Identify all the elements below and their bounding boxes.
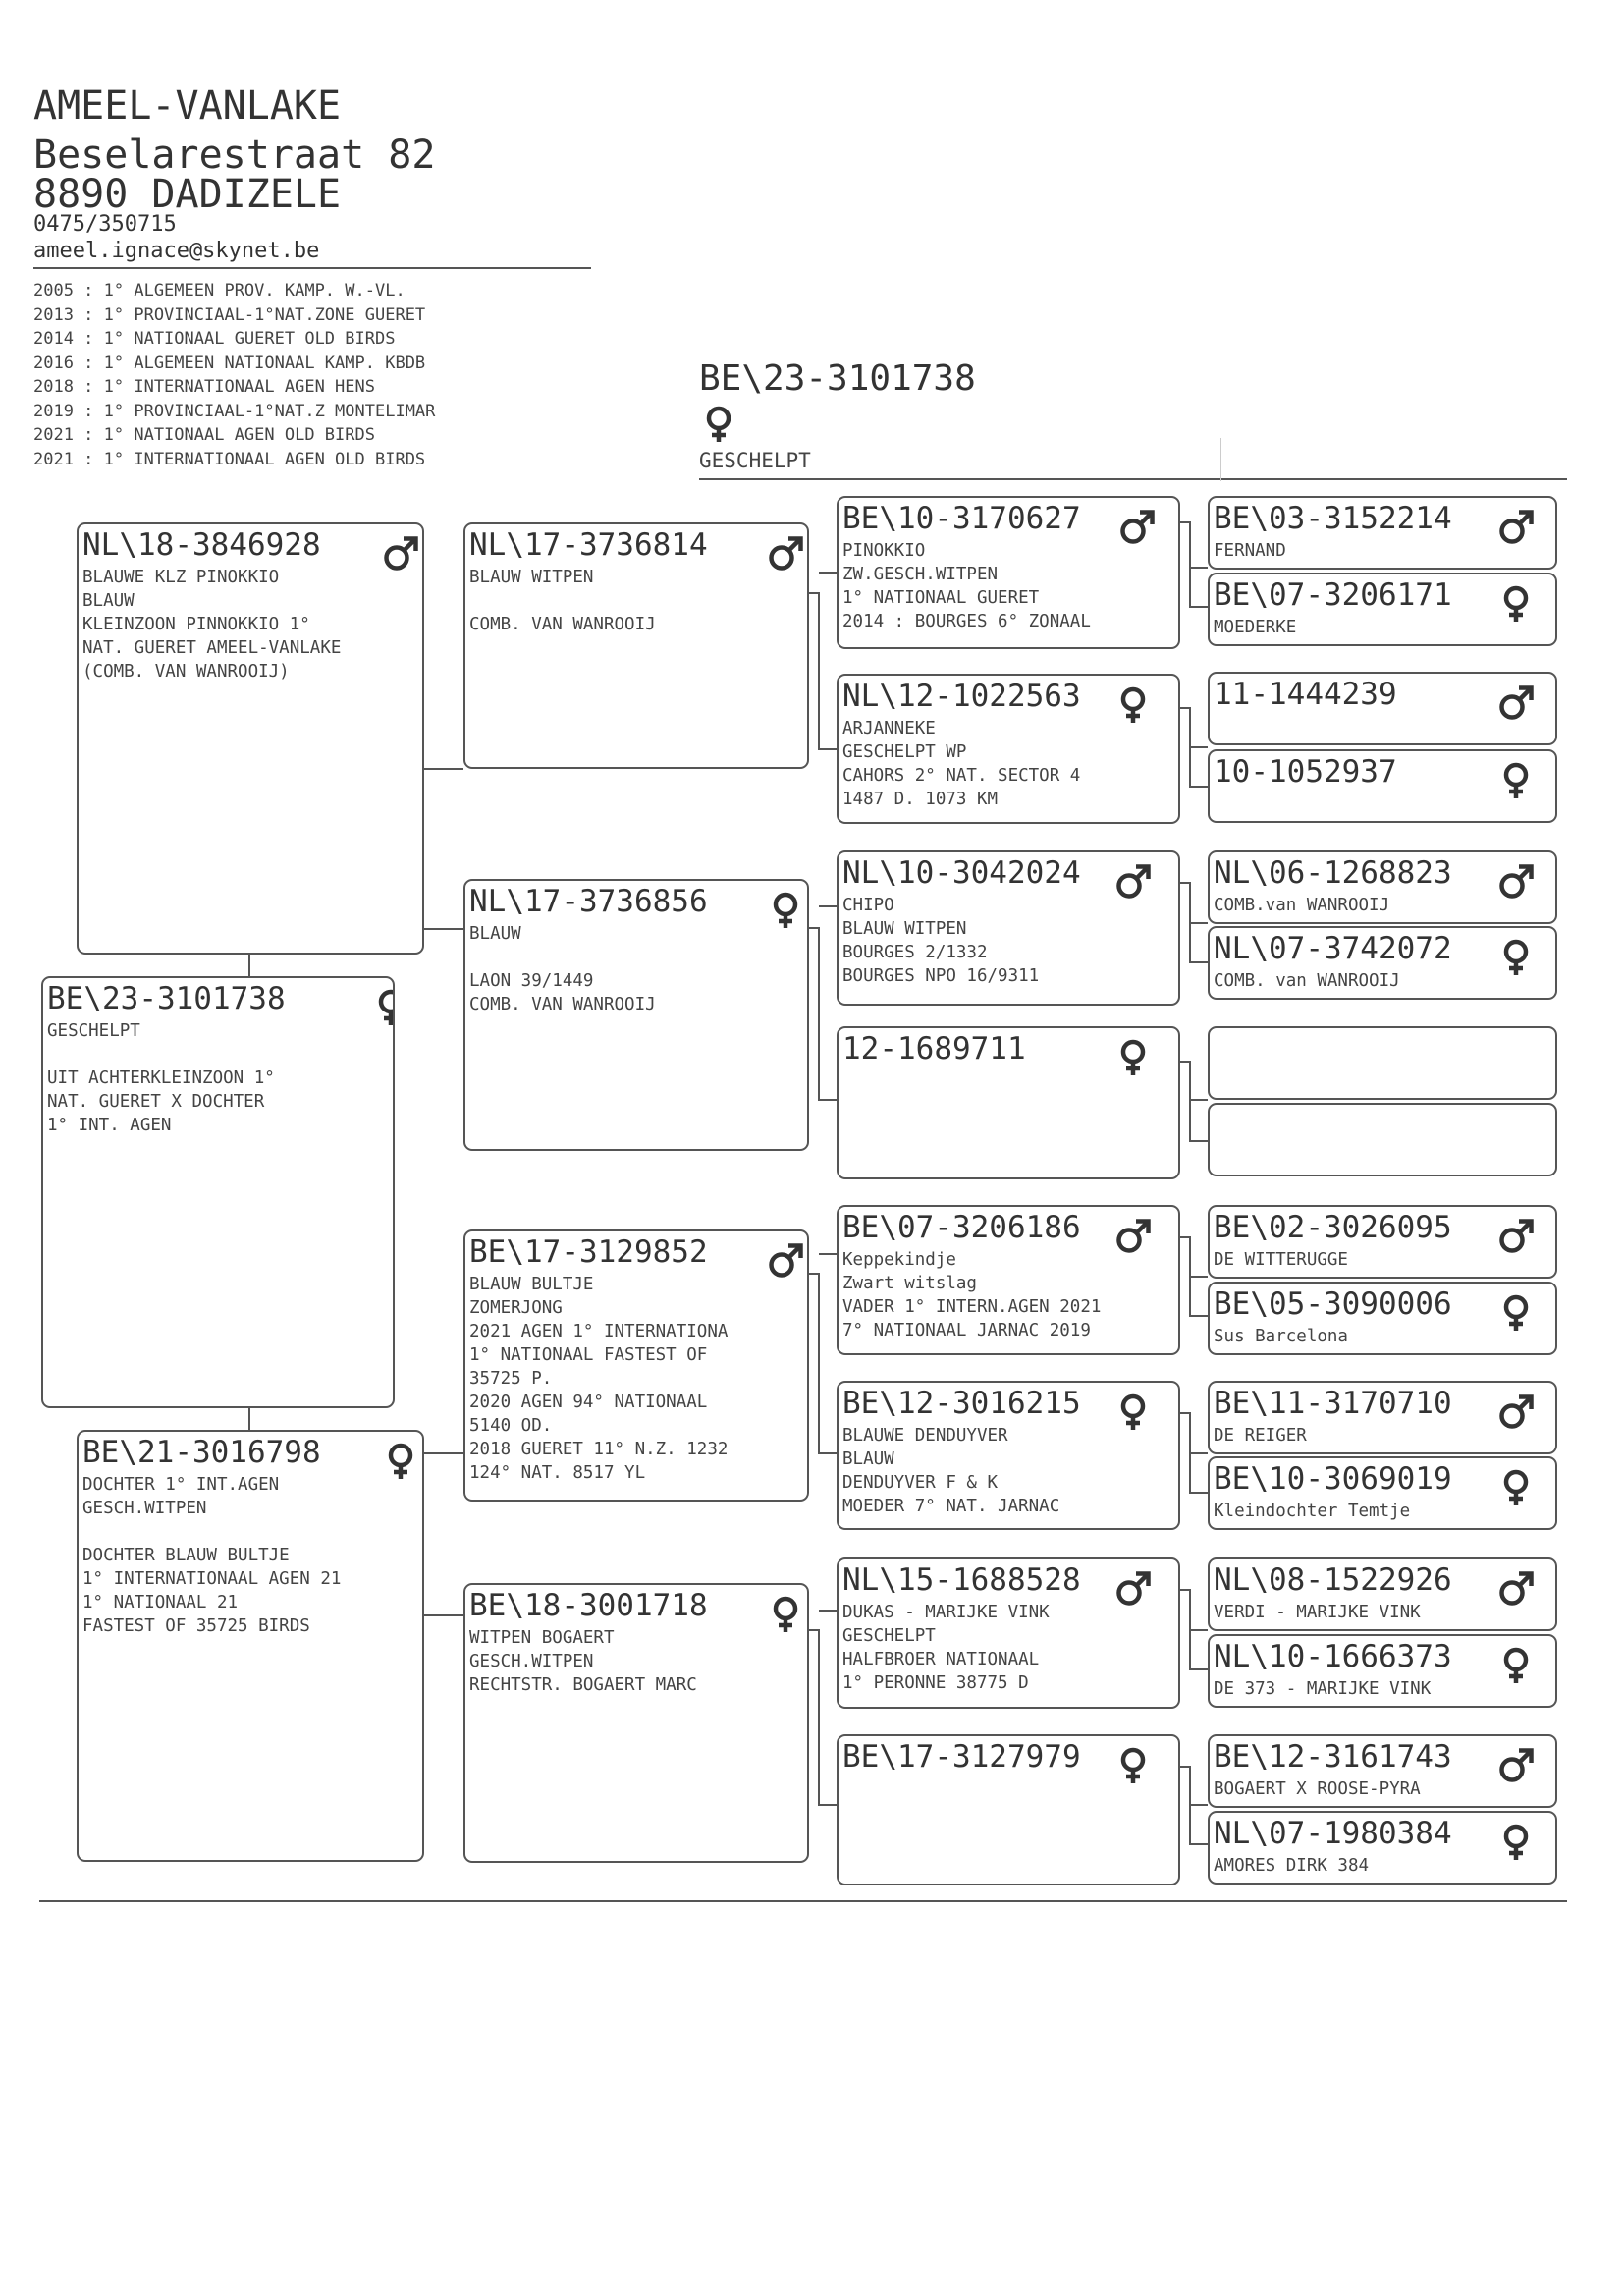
pigeon-notes xyxy=(1214,969,1400,993)
note-line: 1° NATIONAAL GUERET xyxy=(842,588,1040,608)
pigeon-notes xyxy=(1214,539,1286,563)
pigeon-dds xyxy=(837,1557,1180,1709)
pigeon-ddd xyxy=(837,1734,1180,1885)
ring-number: BE\10-3170627 xyxy=(842,501,1081,536)
note-line: BOURGES NPO 16/9311 xyxy=(842,966,1040,986)
pigeon-ds xyxy=(463,1229,809,1502)
male-symbol-icon xyxy=(1496,508,1536,547)
pigeon-notes xyxy=(842,894,1039,988)
female-symbol-icon xyxy=(766,891,805,930)
note-line: 2014 : BOURGES 6° ZONAAL xyxy=(842,612,1091,631)
note-line: 1° NATIONAAL 21 xyxy=(82,1593,239,1612)
pigeon-notes xyxy=(1214,1677,1431,1701)
award-line: 2016 : 1° ALGEMEEN NATIONAAL KAMP. KBDB xyxy=(33,353,426,373)
note-line: GESCHELPT WP xyxy=(842,742,967,762)
pigeon-notes xyxy=(469,1273,728,1485)
note-line: COMB. van WANROOIJ xyxy=(1214,971,1400,991)
note-line: DENDUYVER F & K xyxy=(842,1473,999,1493)
note-line: DOCHTER BLAUW BULTJE xyxy=(82,1546,290,1565)
note-line: GESCHELPT xyxy=(47,1021,140,1041)
award-line: 2021 : 1° NATIONAAL AGEN OLD BIRDS xyxy=(33,425,375,445)
ring-number: NL\17-3736856 xyxy=(469,884,708,919)
pigeon-g5-12 xyxy=(1208,1456,1557,1530)
pigeon-g5-7 xyxy=(1208,1026,1557,1100)
note-line: DE REIGER xyxy=(1214,1426,1307,1446)
owner-name: AMEEL-VANLAKE xyxy=(33,83,342,129)
male-symbol-icon xyxy=(1496,1393,1536,1432)
pigeon-g5-2 xyxy=(1208,573,1557,646)
pigeon-notes xyxy=(469,566,656,636)
ring-number: BE\17-3127979 xyxy=(842,1739,1081,1775)
male-symbol-icon xyxy=(1113,1569,1153,1609)
pigeon-subject xyxy=(41,976,395,1408)
note-line: Zwart witslag xyxy=(842,1274,977,1293)
pigeon-g5-6 xyxy=(1208,926,1557,1000)
ring-number: BE\11-3170710 xyxy=(1214,1386,1452,1421)
bottom-divider xyxy=(39,1900,1567,1902)
note-line: VERDI - MARIJKE VINK xyxy=(1214,1603,1421,1622)
award-line: 2021 : 1° INTERNATIONAAL AGEN OLD BIRDS xyxy=(33,449,426,469)
ring-number: 10-1052937 xyxy=(1214,754,1397,790)
note-line: 2018 GUERET 11° N.Z. 1232 xyxy=(469,1440,729,1459)
note-line: COMB. VAN WANROOIJ xyxy=(469,995,656,1014)
subject-ring-number: BE\23-3101738 xyxy=(699,358,976,399)
note-line: NAT. GUERET X DOCHTER xyxy=(47,1092,265,1112)
note-line: DOCHTER 1° INT.AGEN xyxy=(82,1475,280,1495)
female-symbol-icon xyxy=(1113,685,1153,725)
note-line: BLAUWE KLZ PINOKKIO xyxy=(82,568,280,587)
award-line: 2013 : 1° PROVINCIAAL-1°NAT.ZONE GUERET xyxy=(33,304,426,325)
ring-number: BE\07-3206171 xyxy=(1214,577,1452,613)
pigeon-notes xyxy=(842,1248,1101,1342)
pigeon-g5-10 xyxy=(1208,1282,1557,1355)
female-symbol-icon xyxy=(1496,584,1536,624)
pigeon-g5-5 xyxy=(1208,850,1557,924)
male-symbol-icon xyxy=(1496,1217,1536,1256)
note-line: GESCH.WITPEN xyxy=(82,1499,207,1518)
award-line: 2018 : 1° INTERNATIONAAL AGEN HENS xyxy=(33,377,375,397)
ring-number: BE\05-3090006 xyxy=(1214,1286,1452,1322)
ring-number: NL\12-1022563 xyxy=(842,679,1081,714)
ring-number: BE\07-3206186 xyxy=(842,1210,1081,1245)
note-line: PINOKKIO xyxy=(842,541,926,561)
note-line: BLAUW xyxy=(842,1449,894,1469)
note-line: 5140 OD. xyxy=(469,1416,553,1436)
pigeon-notes xyxy=(1214,1424,1307,1448)
pigeon-notes xyxy=(1214,1854,1369,1878)
subject-color: GESCHELPT xyxy=(699,449,811,472)
pigeon-dd xyxy=(463,1583,809,1863)
note-line: Sus Barcelona xyxy=(1214,1327,1348,1346)
note-line: CHIPO xyxy=(842,896,894,915)
note-line: COMB. VAN WANROOIJ xyxy=(469,615,656,634)
pigeon-g5-16 xyxy=(1208,1811,1557,1885)
note-line: COMB.van WANROOIJ xyxy=(1214,896,1390,915)
note-line: 7° NATIONAAL JARNAC 2019 xyxy=(842,1321,1091,1340)
pigeon-notes xyxy=(1214,616,1296,639)
pigeon-g5-8 xyxy=(1208,1103,1557,1176)
note-line: BLAUWE DENDUYVER xyxy=(842,1426,1008,1446)
note-line: BLAUW xyxy=(82,591,135,611)
pigeon-notes xyxy=(1214,1248,1348,1272)
pigeon-notes xyxy=(842,1424,1059,1518)
note-line: ARJANNEKE xyxy=(842,719,936,738)
owner-phone: 0475/350715 xyxy=(33,212,177,237)
ring-number: NL\17-3736814 xyxy=(469,527,708,563)
note-line: BLAUW WITPEN xyxy=(469,568,594,587)
male-symbol-icon xyxy=(1496,683,1536,723)
note-line: VADER 1° INTERN.AGEN 2021 xyxy=(842,1297,1102,1317)
pigeon-notes xyxy=(1214,1325,1348,1348)
ring-number: NL\10-3042024 xyxy=(842,855,1081,891)
note-line: 1° INT. AGEN xyxy=(47,1116,172,1135)
pigeon-sire xyxy=(77,522,424,955)
male-symbol-icon xyxy=(1496,1746,1536,1785)
note-line: 2020 AGEN 94° NATIONAAL xyxy=(469,1393,708,1412)
pigeon-g5-1 xyxy=(1208,496,1557,570)
male-symbol-icon xyxy=(1113,862,1153,902)
male-symbol-icon xyxy=(1496,1569,1536,1609)
note-line: 2021 AGEN 1° INTERNATIONA xyxy=(469,1322,729,1341)
pigeon-g5-11 xyxy=(1208,1381,1557,1454)
owner-email: ameel.ignace@skynet.be xyxy=(33,239,320,263)
pigeon-ss xyxy=(463,522,809,769)
pigeon-g5-13 xyxy=(1208,1557,1557,1631)
note-line: 1° INTERNATIONAAL AGEN 21 xyxy=(82,1569,342,1589)
male-symbol-icon xyxy=(1113,1217,1153,1256)
pigeon-notes xyxy=(82,566,341,683)
note-line: BLAUW WITPEN xyxy=(842,919,967,939)
pigeon-notes xyxy=(469,1626,697,1697)
male-symbol-icon xyxy=(766,1241,805,1281)
ring-number: BE\12-3161743 xyxy=(1214,1739,1452,1775)
pigeon-dss xyxy=(837,1205,1180,1355)
note-line: 1° NATIONAAL FASTEST OF xyxy=(469,1345,708,1365)
note-line: NAT. GUERET AMEEL-VANLAKE xyxy=(82,638,342,658)
pigeon-g5-14 xyxy=(1208,1634,1557,1708)
note-line: 1° PERONNE 38775 D xyxy=(842,1673,1029,1693)
pigeon-g5-3 xyxy=(1208,672,1557,745)
ring-number: 11-1444239 xyxy=(1214,677,1397,712)
note-line: HALFBROER NATIONAAL xyxy=(842,1650,1040,1669)
ring-number: BE\23-3101738 xyxy=(47,981,286,1016)
note-line: BLAUW xyxy=(469,924,521,944)
note-line: RECHTSTR. BOGAERT MARC xyxy=(469,1675,697,1695)
note-line: 124° NAT. 8517 YL xyxy=(469,1463,646,1483)
ring-number: NL\07-1980384 xyxy=(1214,1816,1452,1851)
ring-number: BE\12-3016215 xyxy=(842,1386,1081,1421)
pigeon-notes xyxy=(842,539,1091,633)
note-line: GESCH.WITPEN xyxy=(469,1652,594,1671)
note-line: Keppekindje xyxy=(842,1250,956,1270)
pigeon-g5-9 xyxy=(1208,1205,1557,1279)
male-symbol-icon xyxy=(381,534,420,574)
female-symbol-icon xyxy=(381,1442,420,1481)
note-line xyxy=(47,1043,275,1066)
note-line: FERNAND xyxy=(1214,541,1286,561)
female-symbol-icon xyxy=(1496,938,1536,977)
pigeon-notes xyxy=(1214,894,1389,917)
ring-number: 12-1689711 xyxy=(842,1031,1026,1066)
pigeon-sds xyxy=(837,850,1180,1006)
pigeon-notes xyxy=(469,922,656,1016)
ring-number: NL\08-1522926 xyxy=(1214,1562,1452,1598)
note-line xyxy=(469,589,656,613)
note-line: CAHORS 2° NAT. SECTOR 4 xyxy=(842,766,1081,786)
note-line: FASTEST OF 35725 BIRDS xyxy=(82,1616,310,1636)
note-line: MOEDER 7° NAT. JARNAC xyxy=(842,1497,1060,1516)
award-line: 2014 : 1° NATIONAAL GUERET OLD BIRDS xyxy=(33,329,396,349)
note-line xyxy=(469,946,656,969)
note-line: UIT ACHTERKLEINZOON 1° xyxy=(47,1068,275,1088)
female-symbol-icon xyxy=(766,1595,805,1634)
note-line: KLEINZOON PINNOKKIO 1° xyxy=(82,615,310,634)
ring-number: BE\17-3129852 xyxy=(469,1234,708,1270)
male-symbol-icon xyxy=(1117,508,1157,547)
note-line: Kleindochter Temtje xyxy=(1214,1502,1411,1521)
note-line: WITPEN BOGAERT xyxy=(469,1628,615,1648)
ring-number: NL\06-1268823 xyxy=(1214,855,1452,891)
pigeon-sdd xyxy=(837,1026,1180,1179)
note-line: LAON 39/1449 xyxy=(469,971,594,991)
male-symbol-icon xyxy=(1496,862,1536,902)
female-symbol-icon xyxy=(1496,1468,1536,1507)
pigeon-notes xyxy=(1214,1777,1421,1801)
note-line: 1487 D. 1073 KM xyxy=(842,790,999,809)
note-line: BLAUW BULTJE xyxy=(469,1275,594,1294)
female-symbol-icon xyxy=(1496,761,1536,800)
note-line: (COMB. VAN WANROOIJ) xyxy=(82,662,290,682)
note-line: BOGAERT X ROOSE-PYRA xyxy=(1214,1779,1421,1799)
ring-number: NL\18-3846928 xyxy=(82,527,321,563)
award-line: 2005 : 1° ALGEMEEN PROV. KAMP. W.-VL. xyxy=(33,281,406,301)
female-symbol-icon xyxy=(371,988,395,1027)
ring-number: BE\10-3069019 xyxy=(1214,1461,1452,1497)
ring-number: BE\02-3026095 xyxy=(1214,1210,1452,1245)
pigeon-g5-15 xyxy=(1208,1734,1557,1808)
note-line: MOEDERKE xyxy=(1214,618,1297,637)
owner-street: Beselarestraat 82 xyxy=(33,133,436,178)
pigeon-sd xyxy=(463,879,809,1151)
pigeon-ssd xyxy=(837,674,1180,824)
ring-number: NL\10-1666373 xyxy=(1214,1639,1452,1674)
note-line: GESCHELPT xyxy=(842,1626,936,1646)
pigeon-sss xyxy=(837,496,1180,649)
female-symbol-icon xyxy=(1496,1646,1536,1685)
note-line: 35725 P. xyxy=(469,1369,553,1389)
female-symbol-icon xyxy=(1496,1823,1536,1862)
note-line: ZW.GESCH.WITPEN xyxy=(842,565,999,584)
pigeon-notes xyxy=(82,1473,341,1638)
ring-number: BE\03-3152214 xyxy=(1214,501,1452,536)
female-symbol-icon xyxy=(1496,1293,1536,1333)
ring-number: NL\07-3742072 xyxy=(1214,931,1452,966)
male-symbol-icon xyxy=(766,534,805,574)
pigeon-notes xyxy=(842,717,1080,811)
note-line: DE WITTERUGGE xyxy=(1214,1250,1348,1270)
pigeon-notes xyxy=(1214,1601,1421,1624)
female-symbol-icon xyxy=(1113,1746,1153,1785)
ring-number: BE\18-3001718 xyxy=(469,1588,708,1623)
female-symbol-icon xyxy=(1113,1038,1153,1077)
pigeon-notes xyxy=(1214,1500,1410,1523)
owner-city: 8890 DADIZELE xyxy=(33,172,342,217)
note-line: BOURGES 2/1332 xyxy=(842,943,988,962)
pigeon-dsd xyxy=(837,1381,1180,1530)
pigeon-notes xyxy=(47,1019,275,1137)
female-symbol-icon xyxy=(1113,1393,1153,1432)
pigeon-dam xyxy=(77,1430,424,1862)
award-line: 2019 : 1° PROVINCIAAL-1°NAT.Z MONTELIMAR xyxy=(33,401,436,421)
note-line: DUKAS - MARIJKE VINK xyxy=(842,1603,1050,1622)
note-line: ZOMERJONG xyxy=(469,1298,563,1318)
note-line: DE 373 - MARIJKE VINK xyxy=(1214,1679,1432,1699)
note-line: AMORES DIRK 384 xyxy=(1214,1856,1370,1876)
pigeon-notes xyxy=(842,1601,1050,1695)
pigeon-g5-4 xyxy=(1208,749,1557,823)
note-line xyxy=(82,1520,341,1544)
ring-number: NL\15-1688528 xyxy=(842,1562,1081,1598)
ring-number: BE\21-3016798 xyxy=(82,1435,321,1470)
